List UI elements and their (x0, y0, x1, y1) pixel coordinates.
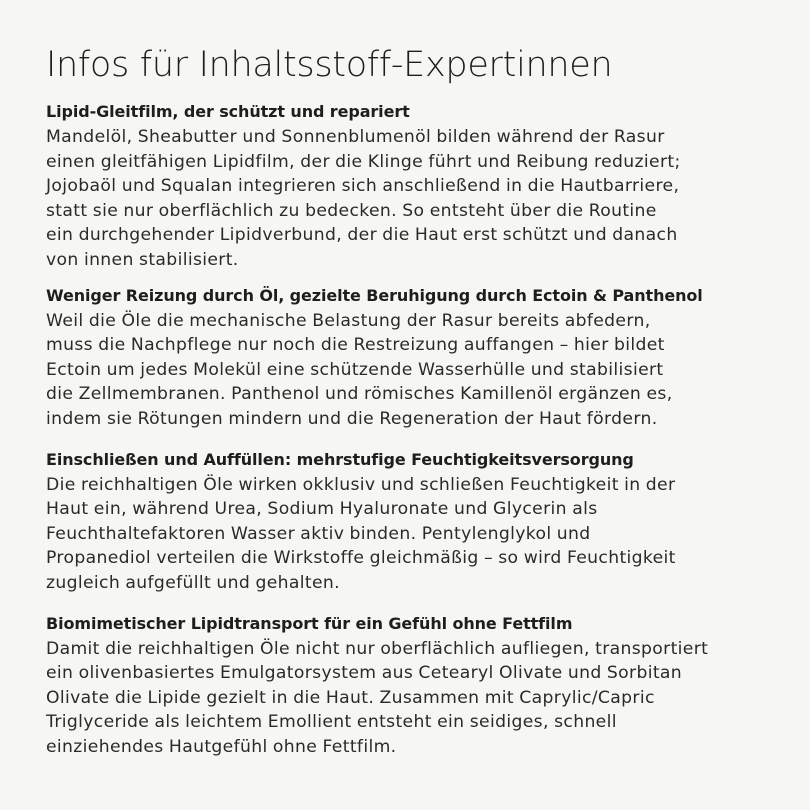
body-line: Mandelöl, Sheabutter und Sonnenblumenöl bilden während der Rasur (46, 127, 665, 147)
section-heading: Biomimetischer Lipidtransport für ein Gefühl ohne Fettfilm (46, 613, 573, 633)
section-soothing (46, 285, 780, 432)
section-body (46, 125, 780, 273)
body-line: von innen stabilisiert. (46, 249, 239, 270)
section-body (46, 473, 780, 596)
body-line: ein olivenbasiertes Emulgatorsystem aus Cetearyl Olivate und Sorbitan (46, 663, 683, 684)
body-line: Feuchthaltefaktoren Wasser aktiv binden. Pentylenglykol und (46, 523, 591, 544)
body-line: Triglyceride als leichtem Emollient entsteht ein seidiges, schnell (46, 712, 617, 733)
body-line: einen gleitfähigen Lipidfilm, der die Klinge führt und Reibung reduziert; (46, 151, 681, 172)
section-lipid-film (46, 101, 780, 273)
section-moisture (46, 449, 780, 596)
body-line: die Zellmembranen. Panthenol und römisches Kamillenöl ergänzen es, (46, 384, 673, 405)
body-line: Olivate die Lipide gezielt in die Haut. Zusammen mit Caprylic/Capric (46, 687, 655, 708)
section-body (46, 637, 780, 760)
body-line: einziehendes Hautgefühl ohne Fettfilm. (46, 736, 397, 757)
body-line: Haut ein, während Urea, Sodium Hyaluronate und Glycerin als (46, 499, 598, 520)
body-line: Die reichhaltigen Öle wirken okklusiv und schließen Feuchtigkeit in der (46, 474, 676, 495)
body-line: zugleich aufgefüllt und gehalten. (46, 572, 340, 593)
section-heading: Lipid-Gleitfilm, der schützt und repariert (46, 102, 410, 121)
body-line: ein durchgehender Lipidverbund, der die Haut erst schützt und danach (46, 225, 678, 246)
section-heading: Weniger Reizung durch Öl, gezielte Beruhigung durch Ectoin & Panthenol (46, 285, 703, 305)
body-line: statt sie nur oberflächlich zu bedecken. So entsteht über die Routine (46, 200, 657, 221)
body-line: Propanediol verteilen die Wirkstoffe gleichmäßig – so wird Feuchtigkeit (46, 548, 676, 569)
body-line: Ectoin um jedes Molekül eine schützende Wasserhülle und stabilisiert (46, 359, 664, 380)
body-line: muss die Nachpflege nur noch die Restreizung auffangen – hier bildet (46, 335, 665, 356)
section-lipid-transport (46, 613, 780, 760)
page-title: Infos für Inhaltsstoff-Expertinnen (46, 45, 613, 85)
body-line: indem sie Rötungen mindern und die Regeneration der Haut fördern. (46, 408, 658, 429)
body-line: Jojobaöl und Squalan integrieren sich anschließend in die Hautbarriere, (46, 176, 680, 197)
body-line: Damit die reichhaltigen Öle nicht nur oberflächlich aufliegen, transportiert (46, 638, 709, 659)
section-body (46, 309, 780, 432)
body-line: Weil die Öle die mechanische Belastung der Rasur bereits abfedern, (46, 310, 651, 331)
section-heading: Einschließen und Auffüllen: mehrstufige Feuchtigkeitsversorgung (46, 449, 634, 469)
